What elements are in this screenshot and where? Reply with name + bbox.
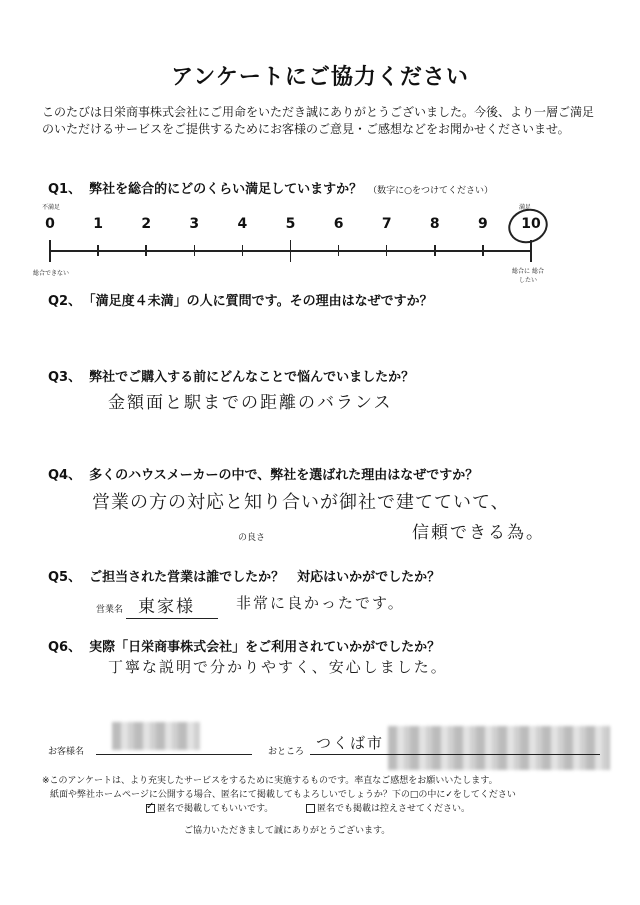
q3-answer: 金額面と駅までの距離のバランス: [108, 393, 393, 413]
intro-text: このたびは日栄商事株式会社にご用命をいただき誠にありがとうございました。今後、より一層ご満足のいただけるサービスをご提供するためにお客様のご意見・ご感想などをお聞かせくださいませ。: [42, 105, 595, 136]
q5-answer: 非常に良かったです。: [236, 594, 405, 612]
question-6: [48, 636, 440, 655]
scale-number-3[interactable]: 3: [189, 216, 200, 232]
sales-name-label: 営業名: [96, 605, 124, 615]
q3-number: Q3、: [48, 370, 82, 385]
q5-number: Q5、: [48, 570, 82, 585]
redacted-customer-name: [112, 722, 200, 750]
scale-number-8[interactable]: 8: [429, 216, 440, 232]
q4-answer-insert: の良さ: [238, 533, 266, 543]
option-decline-label: 匿名でも掲載は控えさせてください。: [317, 804, 471, 814]
address-value: つくば市: [316, 734, 385, 752]
q6-number: Q6、: [48, 640, 82, 655]
scale-number-0[interactable]: 0: [45, 216, 55, 232]
sales-name-underline: [126, 618, 218, 619]
q2-text: 「満足度４未満」の人に質問です。その理由はなぜですか？: [89, 294, 433, 309]
q4-text: 多くのハウスメーカーの中で、弊社を選ばれた理由はなぜですか？: [89, 468, 479, 483]
customer-name-underline: [96, 754, 252, 755]
address-label: おところ: [268, 747, 305, 757]
checkbox-decline[interactable]: [306, 804, 315, 813]
question-3: [48, 366, 414, 385]
q5-text: ご担当された営業は誰でしたか？ 対応はいかがでしたか？: [89, 570, 441, 585]
q6-answer: 丁寧な説明で分かりやすく、安心しました。: [108, 658, 448, 676]
scale-right-bottom-label: 総合に 総合したい: [512, 268, 544, 284]
scale-number-9[interactable]: 9: [478, 216, 488, 232]
scale-right-top-label: 満足: [519, 204, 532, 211]
scale-number-4[interactable]: 4: [237, 216, 248, 232]
scale-left-top-label: 不満足: [42, 204, 61, 211]
q1-text: 弊社を総合的にどのくらい満足していますか？: [89, 182, 363, 197]
question-4: [48, 464, 478, 483]
q6-text: 実際「日栄商事株式会社」をご利用されていかがでしたか？: [89, 640, 441, 655]
q1-hint: （数字に○をつけてください）: [368, 186, 493, 196]
option-anonymous-ok[interactable]: [146, 802, 273, 816]
note-line-1: ※このアンケートは、より充実したサービスをするために実施するものです。率直なご感想をお願いいたします。: [42, 776, 498, 786]
q2-number: Q2、: [48, 294, 82, 309]
thanks-text: ご協力いただきまして誠にありがとうございます。: [184, 826, 391, 836]
question-2: [48, 290, 433, 309]
scale-number-7[interactable]: 7: [381, 216, 392, 232]
scale-number-6[interactable]: 6: [333, 216, 344, 232]
survey-title: アンケートにご協力ください: [171, 65, 469, 90]
q4-answer-line-2: 信頼できる為。: [412, 523, 545, 543]
checkbox-anonymous-ok[interactable]: [146, 801, 155, 813]
scale-number-2[interactable]: 2: [141, 216, 152, 232]
customer-name-label: お客様名: [48, 747, 85, 757]
scale-number-10[interactable]: 10: [521, 216, 541, 232]
q1-number: Q1、: [48, 182, 82, 197]
checkbox-check-mark: ✓: [146, 801, 155, 812]
scale-number-5[interactable]: 5: [285, 216, 296, 232]
scale-axis: [50, 250, 532, 252]
sales-name-value: 東家様: [138, 597, 195, 617]
scale-left-bottom-label: 総合できない: [33, 270, 70, 277]
question-1: [48, 178, 493, 197]
redacted-address: [388, 726, 610, 770]
note-line-2: 紙面や弊社ホームページに公開する場合、匿名にて掲載してもよろしいでしょうか？下の□の中に✓をしてください: [50, 790, 516, 800]
scale-number-1[interactable]: 1: [93, 216, 103, 232]
selected-circle-mark: [504, 204, 553, 249]
question-5: [48, 566, 440, 585]
option-anonymous-ok-label: 匿名で掲載してもいいです。: [157, 804, 274, 814]
q4-answer-line-1: 営業の方の対応と知り合いが御社で建てていて、: [92, 492, 510, 513]
q4-number: Q4、: [48, 468, 82, 483]
address-underline: [310, 754, 600, 755]
q3-text: 弊社でご購入する前にどんなことで悩んでいましたか？: [89, 370, 415, 385]
option-decline[interactable]: [306, 802, 470, 816]
